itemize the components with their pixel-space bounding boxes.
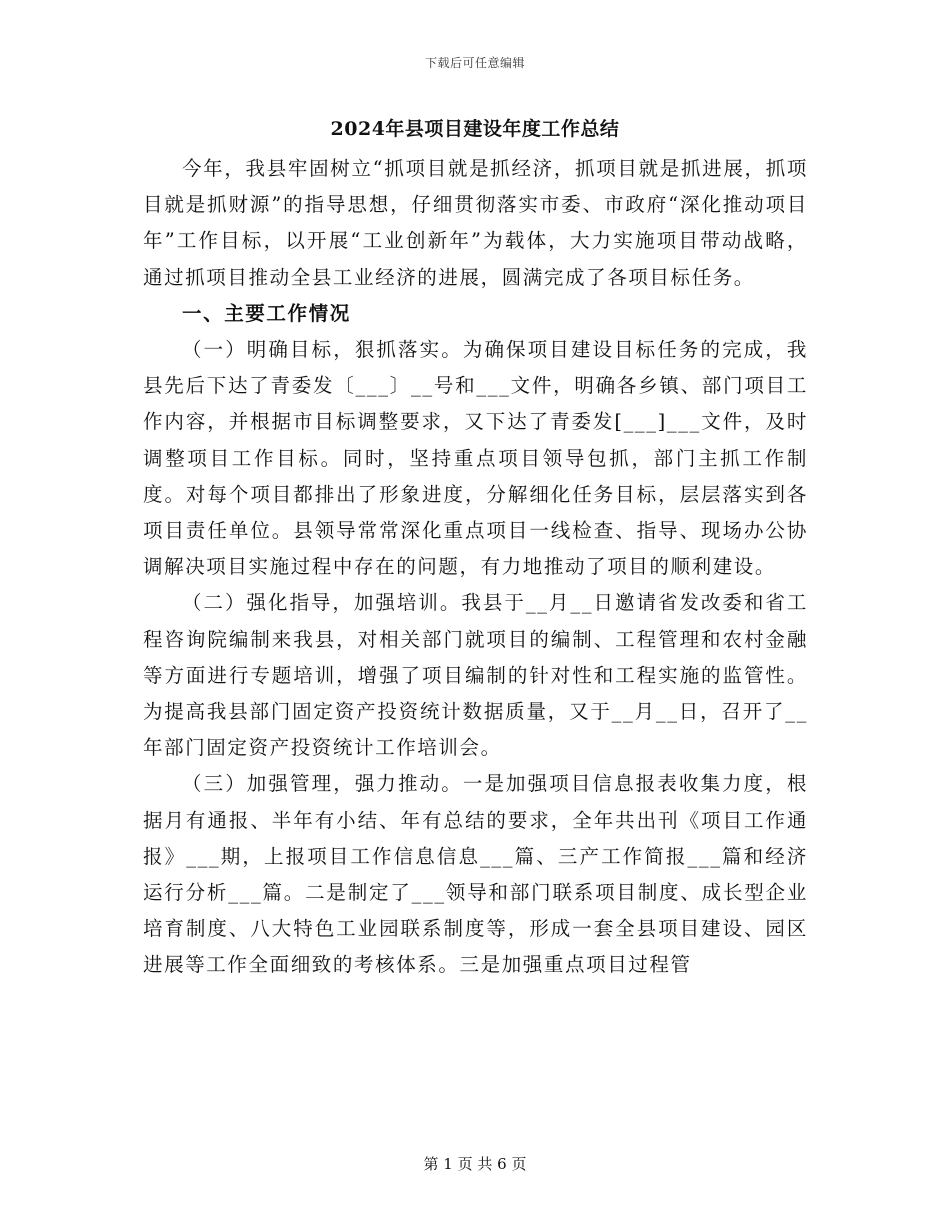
intro-paragraph: 今年，我县牢固树立“抓项目就是抓经济，抓项目就是抓进展，抓项目就是抓财源”的指导思想，仔细贯彻落实市委、市政府“深化推动项目年”工作目标，以开展“工业创新年”为载体，大力实施项目带动战略，通过抓项目推动全县工业经济的进展，圆满完成了各项目标任务。 [143,157,808,289]
section-heading-main-work: 一、主要工作情况 [182,301,351,325]
paragraph-guidance-training: （二）强化指导，加强培训。我县于__月__日邀请省发改委和省工程咨询院编制来我县，对相关部门就项目的编制、工程管理和农村金融等方面进行专题培训，增强了项目编制的针对性和工程实施的监管性。为提高我县部门固定资产投资统计数据质量，又于__月__日，召开了__年部门固定资产投资统计工作培训会。 [143,591,808,760]
paragraph-management: （三）加强管理，强力推动。一是加强项目信息报表收集力度，根据月有通报、半年有小结、年有总结的要求，全年共出刊《项目工作通报》___期，上报项目工作信息信息___篇、三产工作简报___篇和经济运行分析___篇。二是制定了___领导和部门联系项目制度、成长型企业培育制度、八大特色工业园联系制度等，形成一套全县项目建设、园区进展等工作全面细致的考核体系。三是加强重点项目过程管 [143,772,808,977]
paragraph-clear-goals: （一）明确目标，狠抓落实。为确保项目建设目标任务的完成，我县先后下达了青委发〔___〕__号和___文件，明确各乡镇、部门项目工作内容，并根据市目标调整要求，又下达了青委发[___]___文件，及时调整项目工作目标。同时，坚持重点项目领导包抓，部门主抓工作制度。对每个项目都排出了形象进度，分解细化任务目标，层层落实到各项目责任单位。县领导常常深化重点项目一线检查、指导、现场办公协调解决项目实施过程中存在的问题，有力地推动了项目的顺利建设。 [143,338,808,579]
document-body [143,151,808,984]
page-header-note: 下载后可任意编辑 [424,56,525,70]
page-number-footer: 第 1 页 共 6 页 [423,1155,527,1173]
document-title: 2024年县项目建设年度工作总结 [330,118,620,140]
